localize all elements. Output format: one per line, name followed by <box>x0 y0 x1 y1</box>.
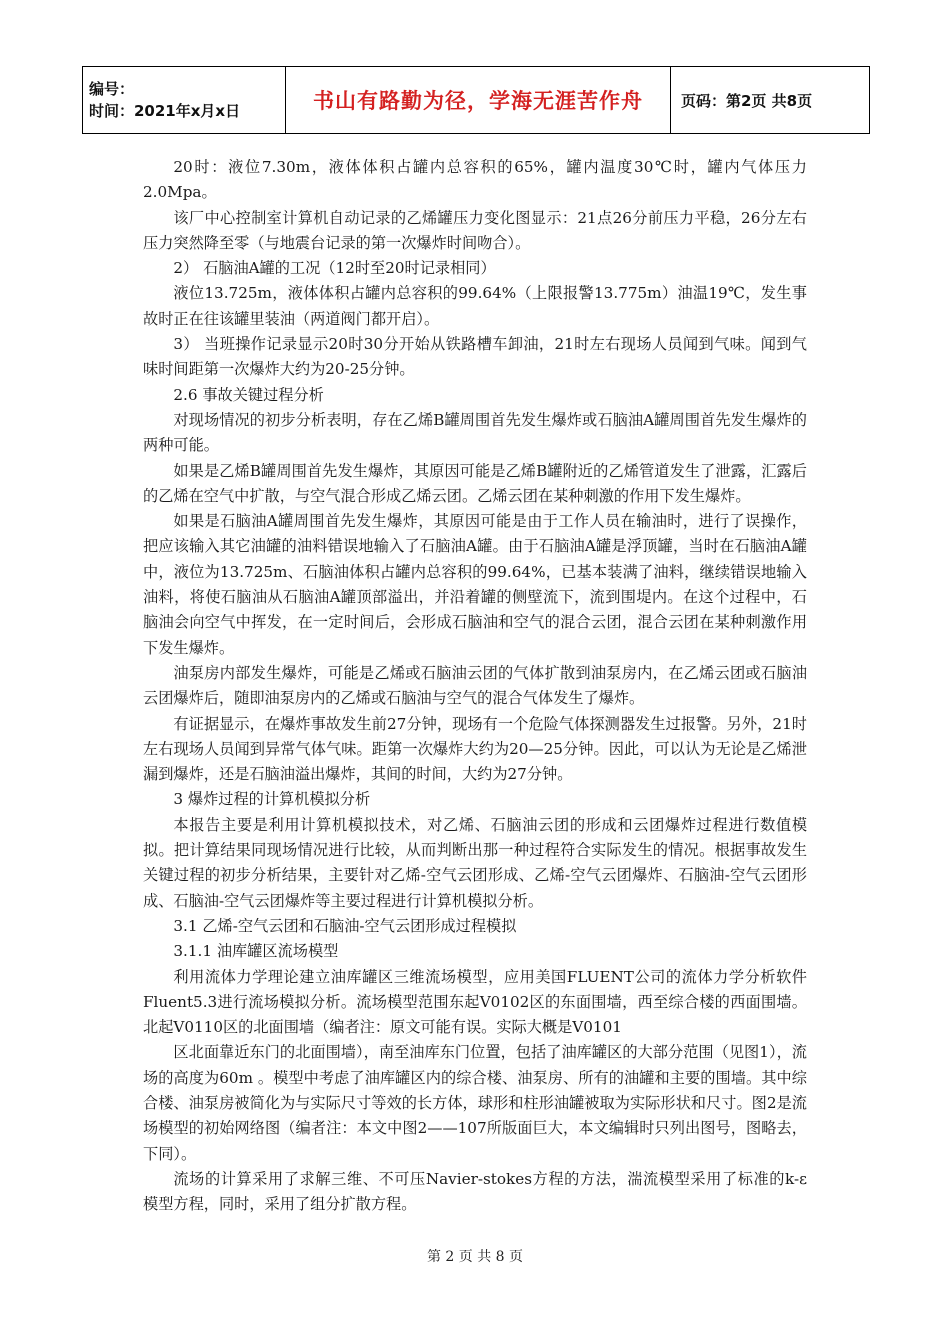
header-motto: 书山有路勤为径，学海无涯苦作舟 <box>286 67 671 134</box>
body-paragraph: 液位13.725m，液体体积占罐内总容积的99.64%（上限报警13.775m）油温19℃，发生事故时正在往该罐里装油（两道阀门都开启）。 <box>143 284 807 328</box>
body-paragraph: 对现场情况的初步分析表明，存在乙烯B罐周围首先发生爆炸或石脑油A罐周围首先发生爆炸的两种可能。 <box>143 410 807 455</box>
document-date-label: 时间：2021年x月x日 <box>89 102 241 120</box>
body-paragraph: 3 爆炸过程的计算机模拟分析 <box>173 790 371 809</box>
body-paragraph: 2） 石脑油A罐的工况（12时至20时记录相同） <box>173 259 496 278</box>
body-paragraph: 本报告主要是利用计算机模拟技术，对乙烯、石脑油云团的形成和云团爆炸过程进行数值模拟。把计算结果同现场情况进行比较，从而判断出那一种过程符合实际发生的情况。根据事故发生关键过程的初步分析结果，主要针对乙烯-空气云团形成、乙烯-空气云团爆炸、石脑油-空气云团形成、石脑油-空气云团爆炸等主要过程进行计算机模拟分析。 <box>143 815 807 910</box>
body-paragraph: 20时：液位7.30m，液体体积占罐内总容积的65%，罐内温度30℃时，罐内气体压力2.0Mpa。 <box>143 158 807 202</box>
document-number-label: 编号： <box>89 80 135 98</box>
body-paragraph: 该厂中心控制室计算机自动记录的乙烯罐压力变化图显示：21点26分前压力平稳，26分左右压力突然降至零（与地震台记录的第一次爆炸时间吻合）。 <box>143 208 807 252</box>
header-meta-cell <box>83 67 286 134</box>
body-paragraph: 如果是石脑油A罐周围首先发生爆炸，其原因可能是由于工作人员在输油时，进行了误操作，把应该输入其它油罐的油料错误地输入了石脑油A罐。由于石脑油A罐是浮顶罐，当时在石脑油A罐中，液位为13.725m、石脑油体积占罐内总容积的99.64%，已基本装满了油料，继续错误地输入油料，将使石脑油从石脑油A罐顶部溢出，并沿着罐的侧壁流下，流到围堤内。在这个过程中，石脑油会向空气中挥发，在一定时间后，会形成石脑油和空气的混合云团，混合云团在某种刺激作用下发生爆炸。 <box>143 512 807 657</box>
body-paragraph: 2.6 事故关键过程分析 <box>173 385 324 404</box>
header-page-info: 页码：第2页 共8页 <box>671 67 870 134</box>
page-footer: 第 2 页 共 8 页 <box>426 1249 524 1265</box>
body-paragraph: 如果是乙烯B罐周围首先发生爆炸，其原因可能是乙烯B罐附近的乙烯管道发生了泄露，汇露后的乙烯在空气中扩散，与空气混合形成乙烯云团。乙烯云团在某种刺激的作用下发生爆炸。 <box>143 461 807 505</box>
body-paragraph: 区北面靠近东门的北面围墙），南至油库东门位置，包括了油库罐区的大部分范围（见图1），流场的高度为60m 。模型中考虑了油库罐区内的综合楼、油泵房、所有的油罐和主要的围墙。其中综合楼、油泵房被简化为与实际尺寸等效的长方体，球形和柱形油罐被取为实际形状和尺寸。图2是流场模型的初始网络图（编者注：本文中图2——107所版面巨大，本文编辑时只列出图号，图略去，下同）。 <box>143 1043 807 1163</box>
body-paragraph: 3） 当班操作记录显示20时30分开始从铁路槽车卸油，21时左右现场人员闻到气味。闻到气味时间距第一次爆炸大约为20-25分钟。 <box>143 335 807 379</box>
document-body <box>143 155 807 1217</box>
body-paragraph: 流场的计算采用了求解三维、不可压Navier-stokes方程的方法，湍流模型采用了标准的k-ε 模型方程，同时，采用了组分扩散方程。 <box>143 1169 807 1214</box>
body-paragraph: 有证据显示，在爆炸事故发生前27分钟，现场有一个危险气体探测器发生过报警。另外，21时左右现场人员闻到异常气体气味。距第一次爆炸大约为20—25分钟。因此，可以认为无论是乙烯泄漏到爆炸，还是石脑油溢出爆炸，其间的时间，大约为27分钟。 <box>143 714 807 784</box>
body-paragraph: 3.1.1 油库罐区流场模型 <box>173 942 339 961</box>
body-paragraph: 利用流体力学理论建立油库罐区三维流场模型，应用美国FLUENT公司的流体力学分析软件Fluent5.3进行流场模拟分析。流场模型范围东起V0102区的东面围墙，西至综合楼的西面围墙。北起V0110区的北面围墙（编者注：原文可能有误。实际大概是V0101 <box>143 967 807 1037</box>
body-paragraph: 油泵房内部发生爆炸，可能是乙烯或石脑油云团的气体扩散到油泵房内，在乙烯云团或石脑油云团爆炸后，随即油泵房内的乙烯或石脑油与空气的混合气体发生了爆炸。 <box>143 663 807 708</box>
page-header <box>82 66 870 134</box>
body-paragraph: 3.1 乙烯-空气云团和石脑油-空气云团形成过程模拟 <box>173 916 517 935</box>
